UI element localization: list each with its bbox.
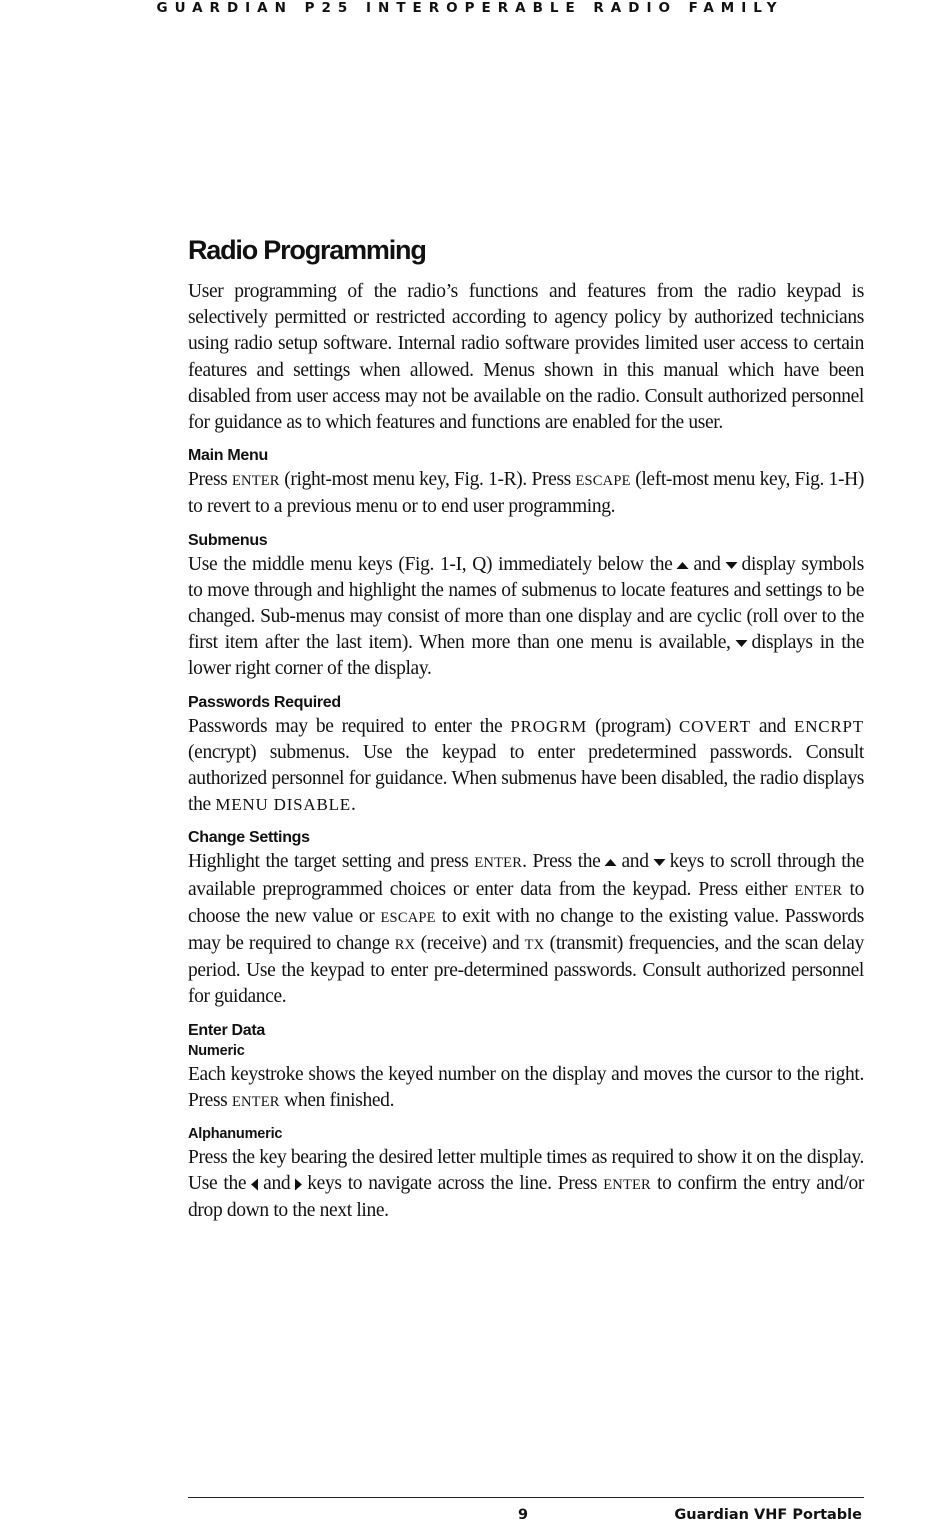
- text-run: (right-most menu key, Fig. 1-R). Press: [279, 469, 576, 491]
- submenus-paragraph: [188, 552, 864, 683]
- main-content: [188, 233, 864, 1231]
- encrpt-display-text: ENCRPT: [794, 716, 864, 736]
- right-arrow-icon: [294, 1178, 303, 1191]
- alphanumeric-paragraph: [188, 1145, 864, 1225]
- text-run: displays in the lower right corner of the display.: [188, 632, 864, 680]
- text-run: Highlight the target setting and press: [188, 851, 475, 873]
- text-run: Press the key bearing the desired letter multiple times as required to show it on the display. Use the: [188, 1147, 864, 1195]
- text-run: Passwords may be required to enter the: [188, 715, 511, 737]
- text-run: .: [351, 794, 356, 816]
- enter-key-label: ENTER: [794, 882, 843, 899]
- text-run: keys to scroll through the available preprogrammed choices or enter data from the keypad. Press either: [188, 851, 864, 900]
- change-settings-heading: Change Settings: [188, 829, 310, 847]
- text-run: and: [621, 851, 649, 873]
- text-run: to exit with no change to the existing value. Passwords may be required to change: [188, 905, 864, 955]
- page-title: Radio Programming: [188, 235, 426, 265]
- down-arrow-icon: [735, 639, 748, 648]
- main-menu-heading: Main Menu: [188, 447, 268, 465]
- text-run: and: [263, 1173, 291, 1195]
- passwords-section: [188, 693, 864, 819]
- menu-disable-display-text: MENU DISABLE: [215, 795, 351, 815]
- escape-key-label: ESCAPE: [575, 473, 631, 490]
- rx-label: RX: [394, 937, 416, 954]
- text-run: and: [693, 553, 721, 575]
- text-run: (program): [587, 715, 680, 737]
- footer-rule: [188, 1497, 864, 1498]
- tx-label: TX: [524, 937, 545, 954]
- passwords-paragraph: [188, 714, 864, 819]
- intro-paragraph: User programming of the radio’s functions and features from the radio keypad is selectively permitted or restricted according to agency policy by authorized technicians using radio setup software. Internal radio software provides limited user access to certain features and settings when allowed. Menus shown in this manual which have been disabled from user access may not be available on the radio. Consult authorized personnel for guidance as to which features and functions are enabled for the user.: [188, 281, 864, 434]
- enter-key-label: ENTER: [474, 855, 523, 872]
- enter-key-label: ENTER: [603, 1177, 651, 1194]
- enter-data-heading: Enter Data: [188, 1021, 266, 1039]
- numeric-heading: Numeric: [188, 1042, 245, 1059]
- text-run: and: [750, 715, 795, 737]
- change-settings-section: [188, 828, 864, 1010]
- covert-display-text: COVERT: [679, 716, 751, 736]
- page-number: 9: [518, 1507, 529, 1523]
- up-arrow-icon: [604, 858, 617, 867]
- text-run: . Press the: [522, 851, 601, 873]
- alphanumeric-heading: Alphanumeric: [188, 1126, 283, 1143]
- enter-key-label: ENTER: [231, 473, 280, 490]
- submenus-section: [188, 531, 864, 683]
- text-run: (left-most menu key, Fig. 1-H) to revert to a previous menu or to end user programming.: [188, 469, 864, 518]
- text-run: (transmit) frequencies, and the scan delay period. Use the keypad to enter pre-determined passwords. Consult authorized personnel for guidance.: [188, 933, 864, 1008]
- down-arrow-icon: [725, 561, 738, 570]
- text-run: (encrypt) submenus. Use the keypad to enter predetermined passwords. Consult authorized personnel for guidance. When submenus have been disabled, the radio displays the: [188, 741, 864, 816]
- running-header: GUARDIAN P25 INTEROPERABLE RADIO FAMILY: [156, 0, 784, 16]
- text-run: to choose the new value or: [188, 878, 864, 927]
- numeric-paragraph: [188, 1062, 864, 1115]
- enter-key-label: ENTER: [231, 1093, 280, 1110]
- progrm-display-text: PROGRM: [510, 716, 588, 736]
- text-run: (receive) and: [415, 933, 525, 955]
- down-arrow-icon: [653, 858, 666, 867]
- text-run: when finished.: [279, 1089, 395, 1111]
- text-run: Use the middle menu keys (Fig. 1-I, Q) immediately below the: [188, 553, 673, 575]
- passwords-heading: Passwords Required: [188, 693, 341, 711]
- main-menu-paragraph: [188, 467, 864, 520]
- escape-key-label: ESCAPE: [380, 909, 436, 926]
- text-run: display symbols to move through and highlight the names of submenus to locate features and settings to be changed. Sub-menus may consist of more than one display and are cyclic (roll over to the first item after the last item). When more than one menu is available,: [188, 553, 864, 654]
- left-arrow-icon: [250, 1178, 259, 1191]
- footer-title: Guardian VHF Portable: [674, 1507, 862, 1523]
- enter-data-section: [188, 1021, 864, 1225]
- up-arrow-icon: [676, 561, 689, 570]
- main-menu-section: [188, 446, 864, 520]
- text-run: Each keystroke shows the keyed number on the display and moves the cursor to the right. Press: [188, 1063, 864, 1111]
- text-run: Press: [188, 469, 232, 491]
- text-run: keys to navigate across the line. Press: [307, 1173, 604, 1195]
- change-settings-paragraph: [188, 849, 864, 1010]
- text-run: to confirm the entry and/or drop down to the next line.: [188, 1173, 864, 1222]
- submenus-heading: Submenus: [188, 531, 268, 549]
